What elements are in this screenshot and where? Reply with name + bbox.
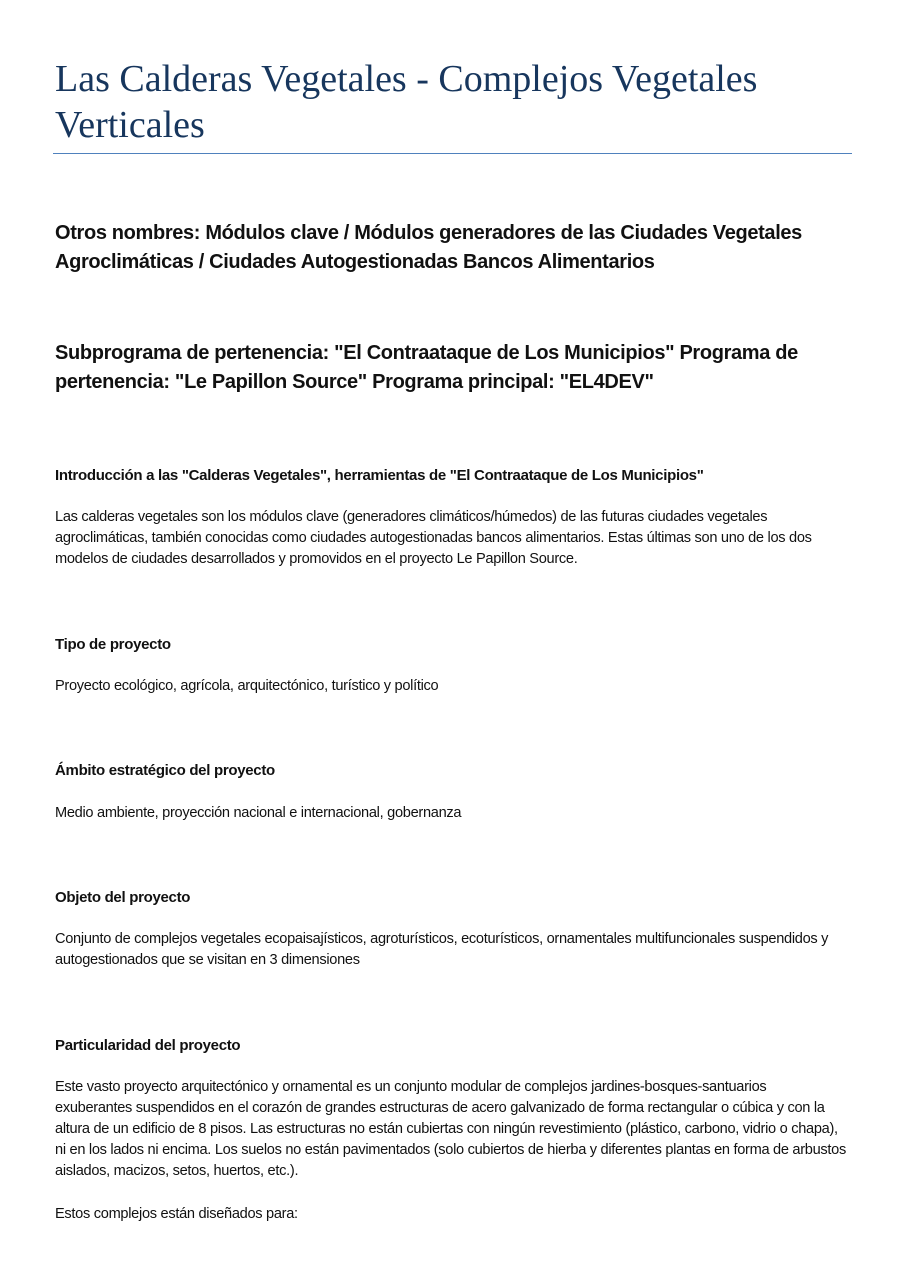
section-body-ambito: Medio ambiente, proyección nacional e internacional, gobernanza bbox=[55, 805, 462, 821]
section-body-tipo: Proyecto ecológico, agrícola, arquitectónico, turístico y político bbox=[55, 678, 439, 694]
section-heading-objeto: Objeto del proyecto bbox=[55, 889, 191, 906]
section-body-objeto: Conjunto de complejos vegetales ecopaisajísticos, agroturísticos, ecoturísticos, ornamentales multifuncionales suspendidos y autogestionados que se visitan en 3 dimensiones bbox=[55, 931, 829, 968]
title-divider bbox=[53, 153, 852, 154]
section-heading-tipo: Tipo de proyecto bbox=[55, 636, 171, 653]
section-heading-introduccion: Introducción a las "Calderas Vegetales", herramientas de "El Contraataque de Los Municipios" bbox=[55, 467, 704, 484]
section-heading-particularidad: Particularidad del proyecto bbox=[55, 1037, 241, 1054]
section-body-particularidad-2: Estos complejos están diseñados para: bbox=[55, 1206, 298, 1222]
subprogram-heading: Subprograma de pertenencia: "El Contraataque de Los Municipios" Programa de pertenencia: "Le Papillon Source" Programa principal: "EL4DEV" bbox=[55, 342, 798, 393]
document-title: Las Calderas Vegetales - Complejos Vegetales Verticales bbox=[55, 58, 758, 146]
section-body-introduccion: Las calderas vegetales son los módulos clave (generadores climáticos/húmedos) de las futuras ciudades vegetales agroclimáticas, también conocidas como ciudades autogestionadas bancos alimentarios. Estas últimas son uno de los dos modelos de ciudades desarrollados y promovidos en el proyecto Le Papillon Source. bbox=[55, 509, 812, 567]
section-body-particularidad: Este vasto proyecto arquitectónico y ornamental es un conjunto modular de complejos jardines-bosques-santuarios exuberantes suspendidos en el corazón de grandes estructuras de acero galvanizado de forma rectangular o cúbica y con la altura de un edificio de 8 pisos. Las estructuras no están cubiertas con ningún revestimiento (plástico, carbono, vidrio o chapa), ni en los lados ni encima. Los suelos no están pavimentados (solo cubiertos de hierba y diferentes plantas en forma de arbustos aislados, macizos, setos, huertos, etc.). bbox=[55, 1079, 846, 1179]
other-names-heading: Otros nombres: Módulos clave / Módulos generadores de las Ciudades Vegetales Agroclimáticas / Ciudades Autogestionadas Bancos Alimentarios bbox=[55, 222, 802, 273]
section-heading-ambito: Ámbito estratégico del proyecto bbox=[55, 762, 275, 779]
